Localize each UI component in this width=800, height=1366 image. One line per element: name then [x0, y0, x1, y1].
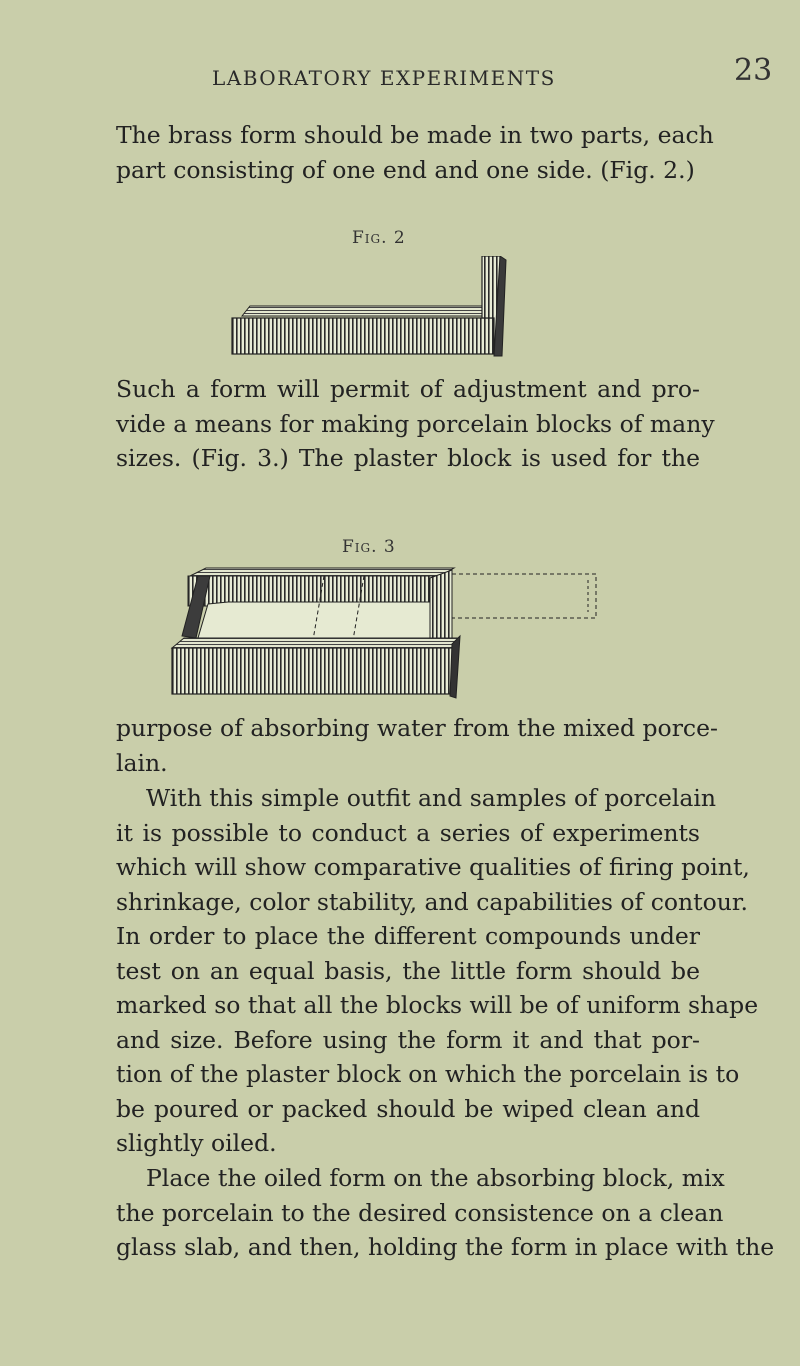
text-line: shrinkage, color stability, and capabilities of contour. — [116, 887, 749, 916]
text-line: marked so that all the blocks will be of uniform shape — [116, 991, 759, 1019]
running-header: LABORATORY EXPERIMENTS — [212, 66, 556, 90]
figure-2-illustration — [228, 256, 518, 368]
text-line: glass slab, and then, holding the form in place with the — [116, 1233, 775, 1261]
text-line: Such a form will permit of adjustment and pro- — [116, 375, 700, 403]
text-line: The brass form should be made in two parts, each — [116, 121, 714, 149]
text-line: and size. Before using the form it and that por- — [116, 1025, 700, 1054]
text-line: it is possible to conduct a series of experiments — [116, 818, 700, 847]
text-line: test on an equal basis, the little form should be — [116, 956, 700, 985]
text-line: In order to place the different compounds under — [116, 922, 700, 950]
paragraph-2 — [116, 372, 715, 476]
figure-3-caption: Fig. 3 — [342, 537, 396, 557]
text-line: vide a means for making porcelain blocks of many — [116, 409, 715, 438]
text-line: part consisting of one end and one side. (Fig. 2.) — [116, 155, 695, 184]
figure-2-caption: Fig. 2 — [352, 228, 406, 248]
text-line: slightly oiled. — [116, 1129, 277, 1157]
page-number: 23 — [734, 53, 773, 88]
paragraph-3 — [116, 711, 718, 780]
text-line: sizes. (Fig. 3.) The plaster block is used for the — [116, 444, 700, 472]
paragraph-4 — [116, 781, 759, 1161]
text-line: which will show comparative qualities of firing point, — [116, 853, 750, 881]
text-line: lain. — [116, 748, 168, 777]
text-line: the porcelain to the desired consistence on a clean — [116, 1198, 724, 1227]
paragraph-1 — [116, 118, 714, 187]
paragraph-5 — [116, 1161, 775, 1265]
figure-3-illustration — [168, 566, 608, 706]
text-line: With this simple outfit and samples of porcelain — [146, 784, 717, 812]
text-line: Place the oiled form on the absorbing block, mix — [146, 1164, 725, 1192]
text-line: be poured or packed should be wiped clean and — [116, 1094, 700, 1123]
text-line: purpose of absorbing water from the mixed porce- — [116, 714, 718, 742]
text-line: tion of the plaster block on which the porcelain is to — [116, 1060, 740, 1088]
